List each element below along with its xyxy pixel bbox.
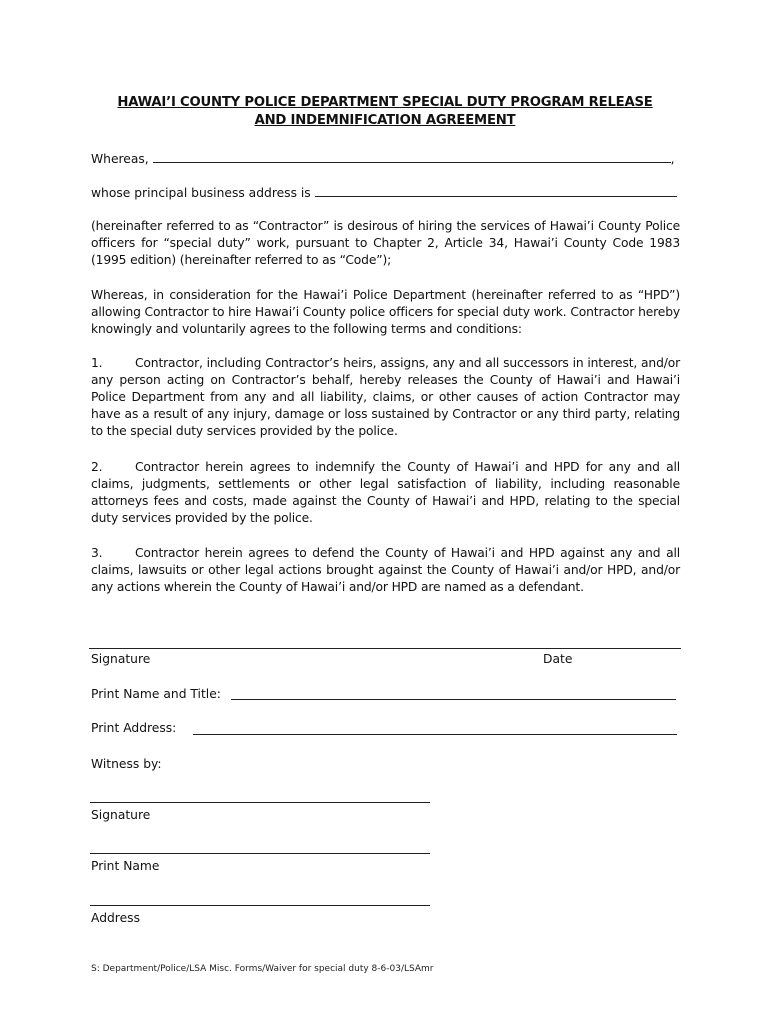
- print-name-title-label: Print Name and Title:: [91, 687, 221, 701]
- clause-number: 2.: [91, 460, 103, 474]
- clause-text: Contractor, including Contractor’s heirs, assigns, any and all successors in interest, and/or any person acting on Contractor’s behalf, hereby releases the County of Hawai’i and Hawai’i Police Department from any and all liability, claims, or other causes of action Contractor may have as a result of any injury, damage or loss sustained by Contractor or any third party, relating to the special duty services provided by the police.: [91, 356, 680, 438]
- witness-print-name-field[interactable]: [90, 853, 430, 854]
- witness-address-label: Address: [91, 911, 140, 925]
- contractor-name-field[interactable]: [153, 150, 671, 163]
- contractor-definition-paragraph: (hereinafter referred to as “Contractor” is desirous of hiring the services of Hawai’i County Police officers for “special duty” work, pursuant to Chapter 2, Article 34, Hawai’i County Code 1983 (1995 edition) (hereinafter referred to as “Code”);: [91, 219, 680, 267]
- signature-label: Signature: [91, 652, 151, 666]
- clause-1: [91, 355, 680, 440]
- whereas-label: Whereas,: [91, 152, 149, 166]
- business-address-field[interactable]: [315, 184, 677, 197]
- title-line-2: AND INDEMNIFICATION AGREEMENT: [254, 113, 516, 128]
- print-address-label: Print Address:: [91, 721, 177, 735]
- address-line: [91, 184, 677, 202]
- title-line-1: HAWAI’I COUNTY POLICE DEPARTMENT SPECIAL DUTY PROGRAM RELEASE: [117, 95, 653, 110]
- whereas-comma: ,: [670, 152, 675, 166]
- witness-signature-label: Signature: [91, 808, 151, 822]
- document-title: [60, 94, 710, 130]
- date-label: Date: [543, 652, 573, 666]
- clause-2: [91, 459, 680, 527]
- clause-3: [91, 545, 680, 596]
- contractor-signature-line[interactable]: [89, 648, 681, 649]
- witness-label: Witness by:: [91, 757, 162, 771]
- print-name-title-field[interactable]: [231, 699, 676, 700]
- clause-number: 3.: [91, 546, 103, 560]
- address-label: whose principal business address is: [91, 186, 311, 200]
- print-address-field[interactable]: [193, 734, 677, 735]
- footer-file-path: S: Department/Police/LSA Misc. Forms/Waiver for special duty 8-6-03/LSAmr: [91, 964, 434, 974]
- witness-signature-field[interactable]: [90, 802, 430, 803]
- witness-print-name-label: Print Name: [91, 859, 160, 873]
- clause-number: 1.: [91, 356, 103, 370]
- whereas-line: [91, 150, 675, 168]
- clause-text: Contractor herein agrees to defend the County of Hawai’i and HPD against any and all claims, lawsuits or other legal actions brought against the County of Hawai’i and/or HPD, and/or any actions wherein the County of Hawai’i and/or HPD are named as a defendant.: [91, 546, 680, 594]
- witness-address-field[interactable]: [90, 905, 430, 906]
- consideration-paragraph: Whereas, in consideration for the Hawai’i Police Department (hereinafter referred to as “HPD”) allowing Contractor to hire Hawai’i County police officers for special duty work. Contractor hereby knowingly and voluntarily agrees to the following terms and conditions:: [91, 288, 680, 336]
- clause-text: Contractor herein agrees to indemnify the County of Hawai’i and HPD for any and all claims, judgments, settlements or other legal satisfaction of liability, including reasonable attorneys fees and costs, made against the County of Hawai’i and HPD, relating to the special duty services provided by the police.: [91, 460, 680, 525]
